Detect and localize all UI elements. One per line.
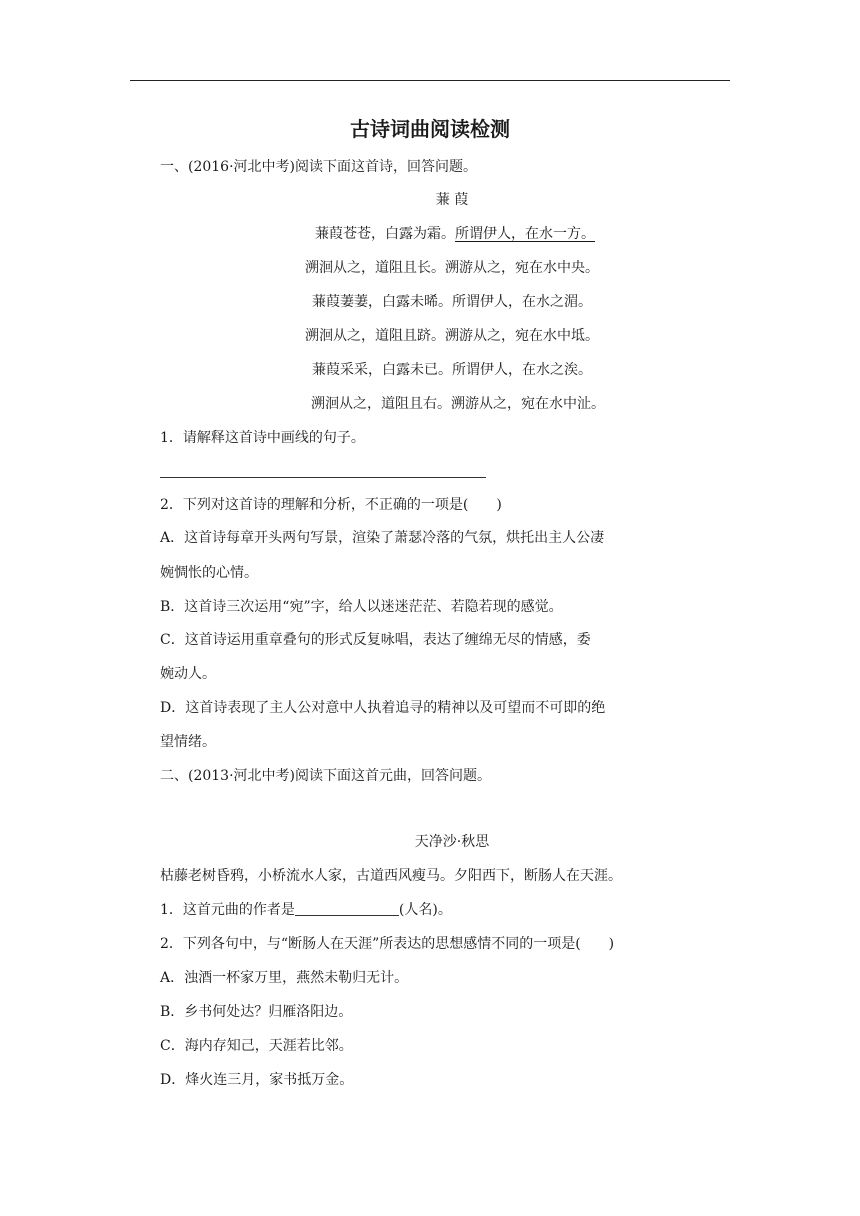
author-blank[interactable] [295, 901, 399, 916]
s2-option-b: B．乡书何处达？归雁洛阳边。 [160, 1004, 353, 1020]
section2-question-1 [160, 900, 452, 920]
option-c-line-1: C．这首诗运用重章叠句的形式反复咏唱，表达了缠绵无尽的情感，委 [160, 632, 591, 648]
poem1-line-4: 溯洄从之，道阻且跻。溯游从之，宛在水中坻。 [305, 328, 599, 344]
poem1-line-5: 蒹葭采采，白露未已。所谓伊人，在水之涘。 [312, 362, 592, 378]
option-d-line-2: 望情绪。 [160, 734, 216, 750]
section1-heading: 一、(2016·河北中考)阅读下面这首诗，回答问题。 [160, 159, 478, 175]
poem1-line-6: 溯洄从之，道阻且右。溯游从之，宛在水中沚。 [311, 396, 605, 412]
poem1-underlined-sentence: 所谓伊人，在水一方。 [455, 226, 595, 242]
option-a-line-1: A．这首诗每章开头两句写景，渲染了萧瑟冷落的气氛，烘托出主人公凄 [160, 530, 605, 546]
s2-option-c: C．海内存知己，天涯若比邻。 [160, 1038, 353, 1054]
header-rule [130, 80, 730, 81]
poem1-title: 蒹 葭 [435, 192, 469, 208]
option-a-line-2: 婉惆怅的心情。 [160, 565, 258, 581]
option-c-line-2: 婉动人。 [160, 666, 216, 682]
section1-question-1: 1．请解释这首诗中画线的句子。 [160, 430, 365, 446]
poem1-line-2: 溯洄从之，道阻且长。溯游从之，宛在水中央。 [305, 260, 599, 276]
poem2-title: 天净沙·秋思 [414, 834, 490, 850]
poem1-line-3: 蒹葭萋萋，白露未晞。所谓伊人，在水之湄。 [312, 294, 592, 310]
s2-option-d: D．烽火连三月，家书抵万金。 [160, 1072, 354, 1088]
section2-q1-prefix: 1．这首元曲的作者是 [160, 902, 295, 918]
option-b: B．这首诗三次运用“宛”字，给人以迷迷茫茫、若隐若现的感觉。 [160, 599, 563, 615]
section2-question-2: 2．下列各句中，与“断肠人在天涯”所表达的思想感情不同的一项是( ) [160, 936, 615, 952]
page-title: 古诗词曲阅读检测 [350, 117, 510, 141]
poem1-line-1-plain: 蒹葭苍苍，白露为霜。 [315, 226, 455, 242]
section2-q1-suffix: (人名)。 [398, 902, 452, 918]
s2-option-a: A．浊酒一杯家万里，燕然未勒归无计。 [160, 970, 409, 986]
answer-line[interactable] [160, 477, 486, 478]
option-d-line-1: D．这首诗表现了主人公对意中人执着追寻的精神以及可望而不可即的绝 [160, 700, 606, 716]
section2-heading: 二、(2013·河北中考)阅读下面这首元曲，回答问题。 [160, 768, 492, 784]
section1-question-2: 2．下列对这首诗的理解和分析，不正确的一项是( ) [160, 497, 502, 513]
poem2-text: 枯藤老树昏鸦，小桥流水人家，古道西风瘦马。夕阳西下，断肠人在天涯。 [160, 868, 622, 884]
poem1-line-1 [0, 224, 860, 244]
